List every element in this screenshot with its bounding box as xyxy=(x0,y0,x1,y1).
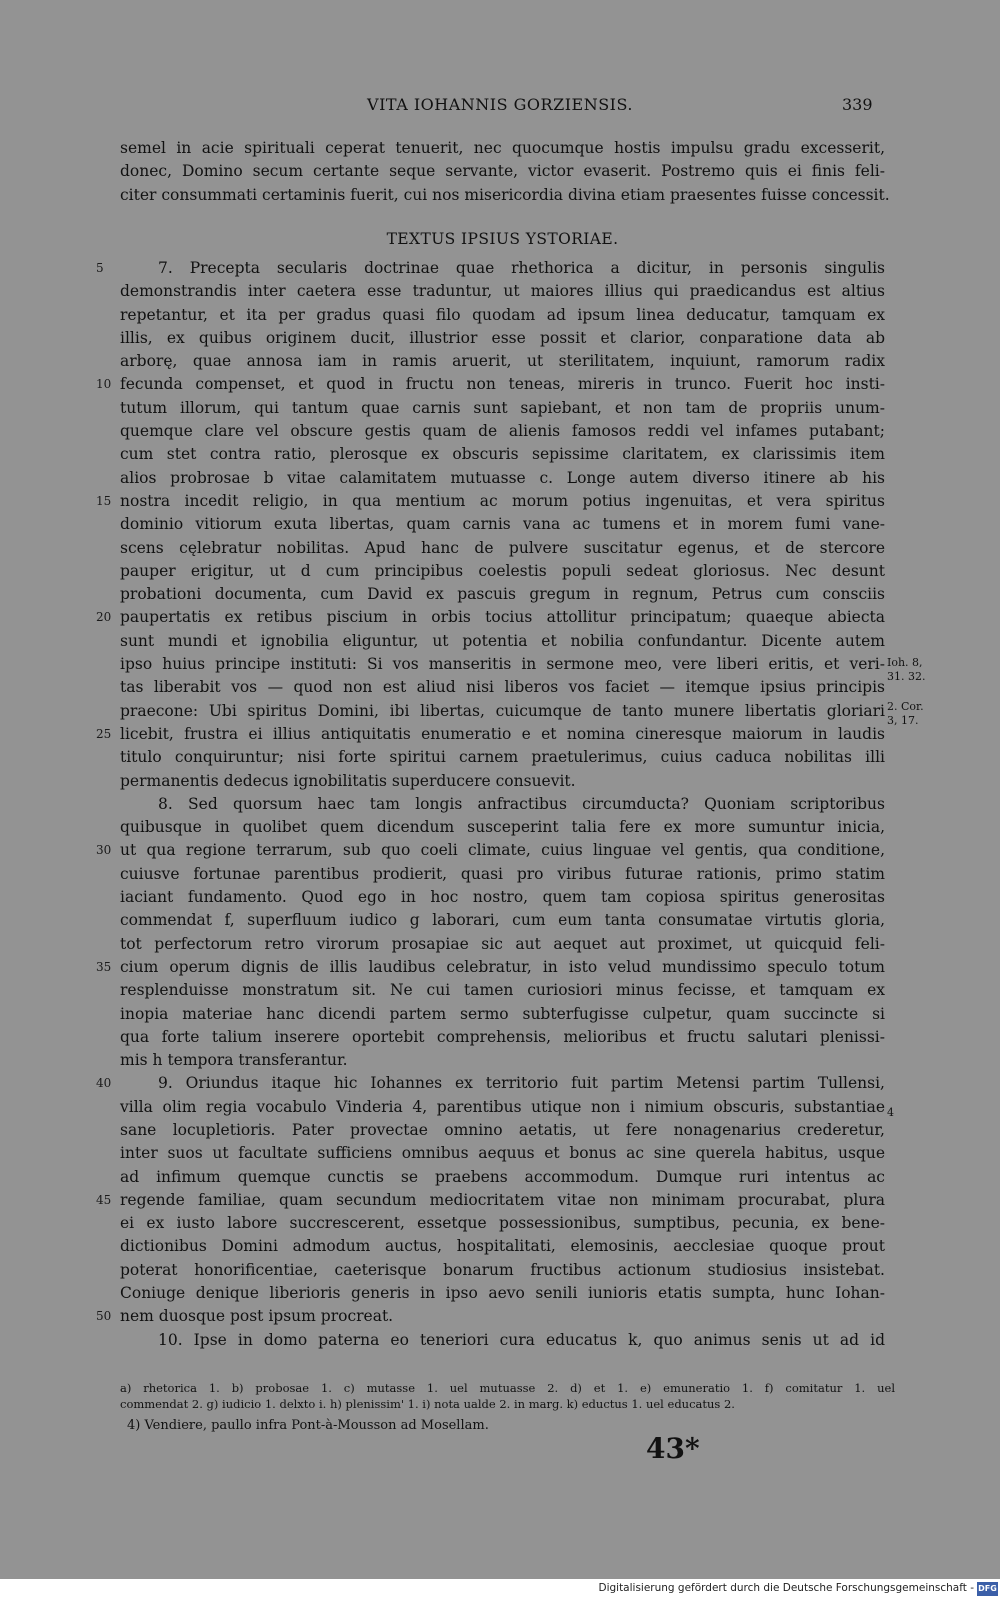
text-line: regende familiae, quam secundum mediocritatem vitae non minimam procurabat, plura xyxy=(120,1190,885,1209)
text-line: villa olim regia vocabulo Vinderia 4, parentibus utique non i nimium obscuris, substantiae xyxy=(120,1097,885,1116)
page-header xyxy=(0,95,1000,121)
text-line: ad infimum quemque cunctis se praebens accommodum. Dumque ruri intentus ac xyxy=(120,1167,885,1186)
line-number: 5 xyxy=(96,261,104,275)
section-title: TEXTUS IPSIUS YSTORIAE. xyxy=(386,230,619,248)
text-line: illis, ex quibus originem ducit, illustrior esse possit et clarior, conparatione data ab xyxy=(120,328,885,347)
text-line: cum stet contra ratio, plerosque ex obscuris sepissime claritatem, ex clarissimis item xyxy=(120,445,885,464)
editor-footnote: 4) Vendiere, paullo infra Pont-à-Mousson ad Mosellam. xyxy=(127,1418,489,1433)
marginal-reference-ioh: Ioh. 8, xyxy=(887,656,923,669)
text-line: iaciant fundamento. Quod ego in hoc nostro, quem tam copiosa spiritus generositas xyxy=(120,888,885,907)
page-number: 339 xyxy=(842,95,873,114)
digitization-footer xyxy=(0,1579,1000,1600)
text-line: nem duosque post ipsum procreat. xyxy=(120,1307,394,1326)
line-number: 25 xyxy=(96,727,112,741)
text-line: dictionibus Domini admodum auctus, hospitalitati, elemosinis, aecclesiae quoque prout xyxy=(120,1237,885,1256)
text-line: ut qua regione terrarum, sub quo coeli climate, cuius linguae vel gentis, qua conditione, xyxy=(120,841,885,860)
text-line: Coniuge denique liberioris generis in ipso aevo senili iunioris etatis sumpta, hunc Iohan- xyxy=(120,1284,885,1303)
line-number: 30 xyxy=(96,843,112,857)
text-line: demonstrandis inter caetera esse traduntur, ut maiores illius qui praedicandus est altius xyxy=(120,282,885,301)
footnote-line: a) rhetorica 1. b) probosae 1. c) mutasse 1. uel mutuasse 2. d) et 1. e) emuneratio 1. f) comitatur 1. uel xyxy=(120,1381,895,1395)
text-line: mis h tempora transferantur. xyxy=(120,1051,348,1070)
sheet-signature: 43* xyxy=(646,1432,700,1465)
text-line: probationi documenta, cum David ex pascuis gregum in regnum, Petrus cum consciis xyxy=(120,585,885,604)
text-line: ipso huius principe instituti: Si vos manseritis in sermone meo, vere liberi eritis, et veri- xyxy=(120,655,885,674)
marginal-reference-cor-verse: 3, 17. xyxy=(887,714,919,727)
line-number: 10 xyxy=(96,377,112,391)
text-line: cium operum dignis de illis laudibus celebratur, in isto velud mundissimo speculo totum xyxy=(120,957,885,976)
line-number: 50 xyxy=(96,1309,112,1323)
text-line: tutum illorum, qui tantum quae carnis sunt sapiebant, et non tam de propriis unum- xyxy=(120,398,885,417)
text-line: alios probrosae b vitae calamitatem mutuasse c. Longe autem diverso itinere ab his xyxy=(120,468,885,487)
text-line: paupertatis ex retibus piscium in orbis tocius attollitur principatum; quaeque abiecta xyxy=(120,608,885,627)
text-line: donec, Domino secum certante seque servante, victor evaserit. Postremo quis ei finis feli- xyxy=(120,162,885,181)
text-line: repetantur, et ita per gradus quasi filo quodam ad ipsum linea deducatur, tamquam ex xyxy=(120,305,885,324)
text-line: sunt mundi et ignobilia eliguntur, ut potentia et nobilia confundantur. Dicente autem xyxy=(120,631,885,650)
text-line: scens cęlebratur nobilitas. Apud hanc de pulvere suscitatur egenus, et de stercore xyxy=(120,538,885,557)
text-line: semel in acie spirituali ceperat tenuerit, nec quocumque hostis impulsu gradu excesserit, xyxy=(120,139,885,157)
text-line: 8. Sed quorsum haec tam longis anfractibus circumducta? Quoniam scriptoribus xyxy=(158,794,885,813)
text-line: ei ex iusto labore succrescerent, essetque possessionibus, sumptibus, pecunia, ex bene- xyxy=(120,1214,885,1233)
text-line: 10. Ipse in domo paterna eo teneriori cura educatus k, quo animus senis ut ad id xyxy=(158,1330,885,1349)
running-title: VITA IOHANNIS GORZIENSIS. xyxy=(367,95,633,114)
text-line: 7. Precepta secularis doctrinae quae rhethorica a dicitur, in personis singulis xyxy=(158,259,885,277)
main-text xyxy=(120,257,885,1352)
line-number: 45 xyxy=(96,1193,112,1207)
text-line: tot perfectorum retro virorum prosapiae sic aut aequet aut proximet, ut quicquid feli- xyxy=(120,934,885,953)
text-line: cuiusve fortunae parentibus prodierit, quasi pro viribus futurae rationis, primo statim xyxy=(120,864,885,883)
text-line: inter suos ut facultate sufficiens omnibus aequus et bonus ac sine querela habitus, usque xyxy=(120,1144,885,1163)
dfg-logo-icon: DFG xyxy=(977,1582,998,1596)
text-line: arborę, quae annosa iam in ramis aruerit, ut sterilitatem, inquiunt, ramorum radix xyxy=(120,352,885,371)
line-number: 15 xyxy=(96,494,112,508)
footer-credit: Digitalisierung gefördert durch die Deutsche Forschungsgemeinschaft - xyxy=(598,1582,974,1594)
line-number: 20 xyxy=(96,610,112,624)
text-line: quibusque in quolibet quem dicendum susceperint talia fere ex more sumuntur inicia, xyxy=(120,818,885,837)
text-line: nostra incedit religio, in qua mentium ac morum potius ingenuitas, et vera spiritus xyxy=(120,491,885,510)
text-line: 9. Oriundus itaque hic Iohannes ex territorio fuit partim Metensi partim Tullensi, xyxy=(158,1074,885,1093)
text-line: fecunda compenset, et quod in fructu non teneas, mireris in trunco. Fuerit hoc insti- xyxy=(120,375,885,394)
text-line: commendat f, superfluum iudico g laborari, cum eum tanta consumatae virtutis gloria, xyxy=(120,911,885,930)
text-line: dominio vitiorum exuta libertas, quam carnis vana ac tumens et in morem fumi vane- xyxy=(120,515,885,534)
text-line: poterat honorificentiae, caeterisque bonarum fructibus actionum studiosius insistebat. xyxy=(120,1260,885,1279)
text-line: praecone: Ubi spiritus Domini, ibi libertas, cuicumque de tanto munere libertatis gloriari xyxy=(120,701,885,720)
critical-apparatus xyxy=(120,1380,895,1412)
line-number: 35 xyxy=(96,960,112,974)
marginal-reference-ioh-verse: 31. 32. xyxy=(887,670,926,683)
text-line: sane locupletioris. Pater provectae omnino aetatis, ut fere nonagenarius crederetur, xyxy=(120,1120,885,1139)
text-line: citer consummati certaminis fuerit, cui nos misericordia divina etiam praesentes fuisse concessit. xyxy=(120,185,890,204)
text-line: titulo conquiruntur; nisi forte spiritui carnem praetulerimus, cuius caduca nobilitas illi xyxy=(120,748,885,767)
text-line: inopia materiae hanc dicendi partem sermo subterfugisse culpetur, quam succincte si xyxy=(120,1004,885,1023)
footnote-line: commendat 2. g) iudicio 1. delxto i. h) plenissim' 1. i) nota ualde 2. in marg. k) eductus 1. uel educatus 2. xyxy=(120,1397,735,1411)
section-heading xyxy=(120,222,885,256)
text-line: permanentis dedecus ignobilitatis superducere consuevit. xyxy=(120,771,576,790)
intro-paragraph xyxy=(120,137,890,207)
text-line: tas liberabit vos — quod non est aliud nisi liberos vos faciet — itemque ipsius principis xyxy=(120,678,885,697)
text-line: quemque clare vel obscure gestis quam de alienis famosos reddi vel infames putabant; xyxy=(120,422,885,441)
marginal-footnote-marker: 4 xyxy=(887,1106,894,1119)
line-number: 40 xyxy=(96,1076,112,1090)
text-line: qua forte talium inserere oportebit comprehensis, melioribus et fructu salutari plenissi- xyxy=(120,1027,885,1046)
text-line: licebit, frustra ei illius antiquitatis enumeratio e et nomina cineresque maiorum in laudis xyxy=(120,724,885,743)
text-line: pauper erigitur, ut d cum principibus coelestis populi sedeat gloriosus. Nec desunt xyxy=(120,561,885,580)
marginal-reference-cor: 2. Cor. xyxy=(887,700,924,713)
text-line: resplenduisse monstratum sit. Ne cui tamen curiosiori minus fecisse, et tamquam ex xyxy=(120,981,885,1000)
